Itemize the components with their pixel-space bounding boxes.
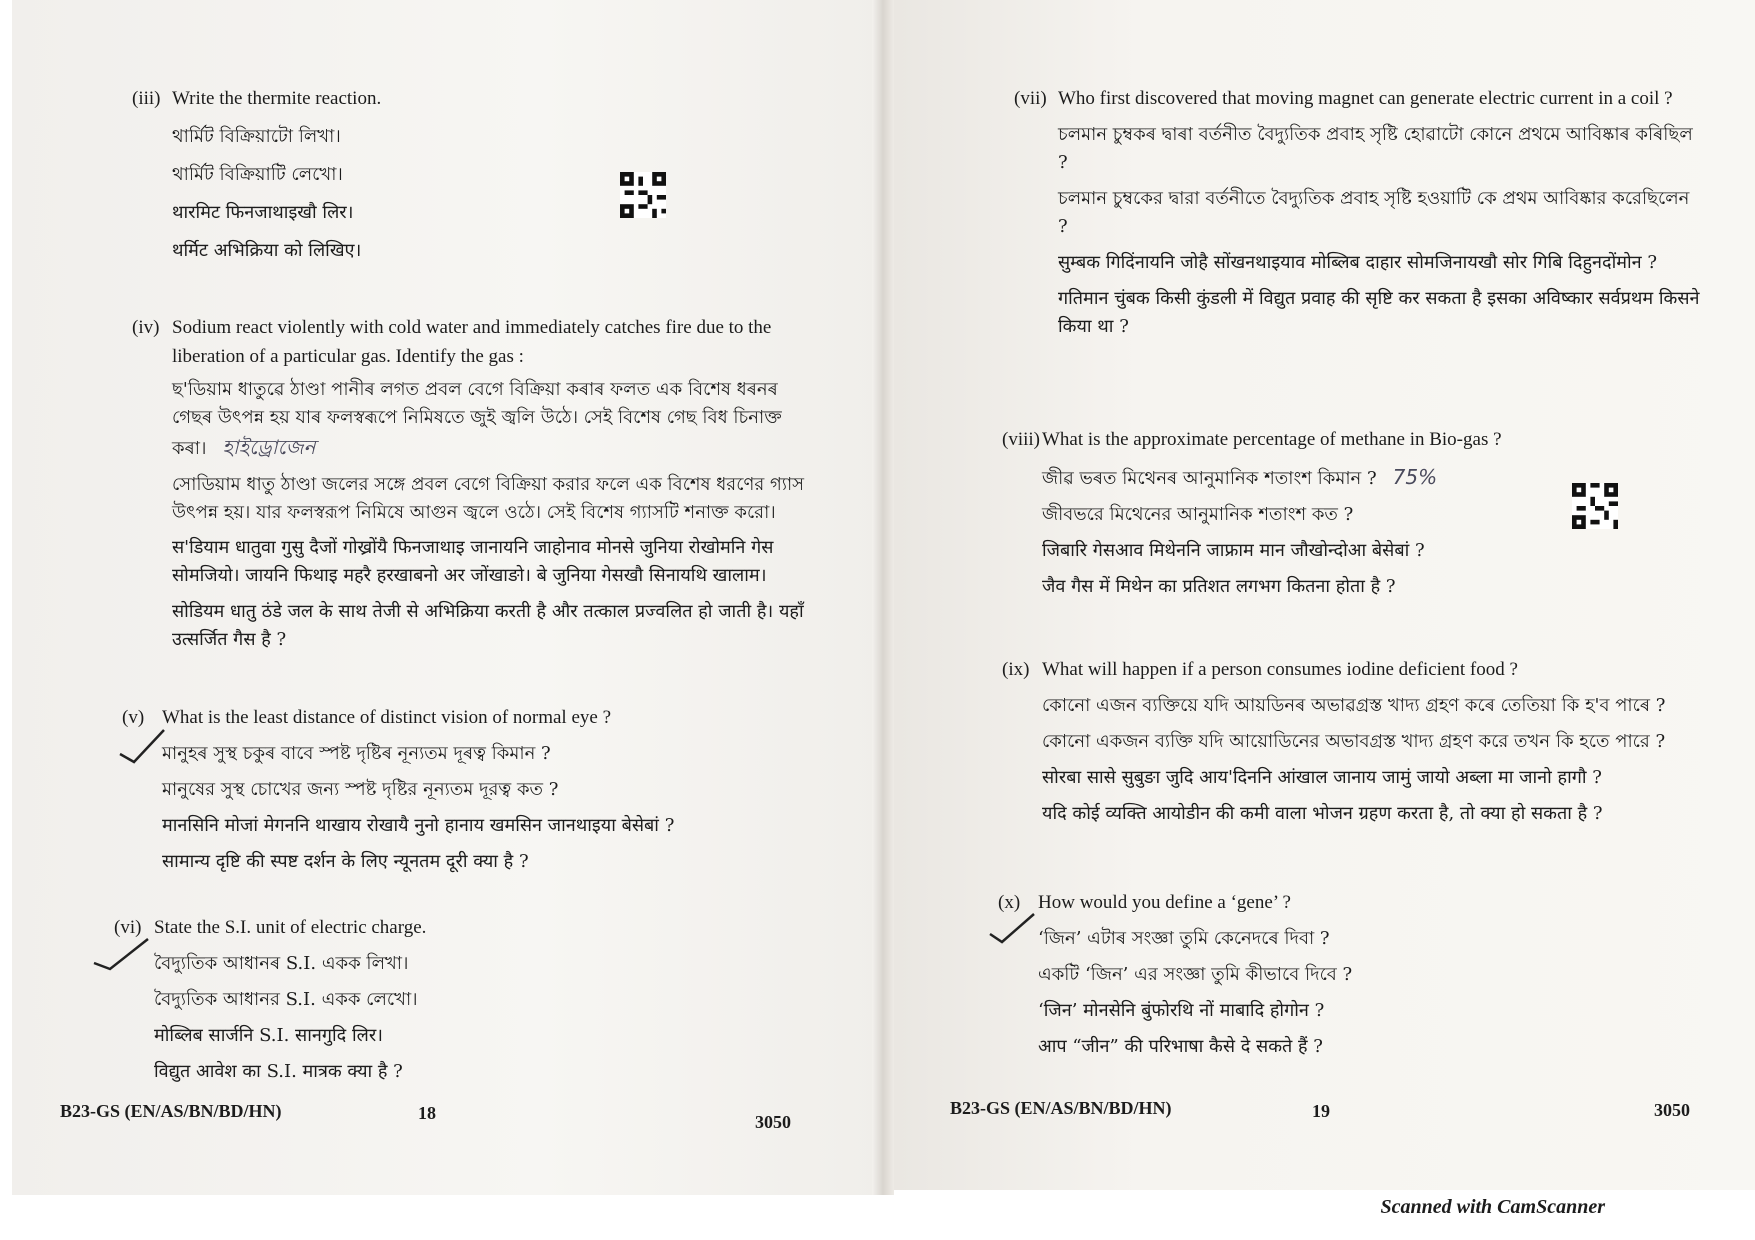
- translation-assamese: ‘জিন’ এটাৰ সংজ্ঞা তুমি কেনেদৰে দিবা ?: [1038, 928, 1330, 950]
- question-number: (ix): [1002, 659, 1030, 680]
- translation-bengali: বৈদ্যুতিক আধানর S.I. একক লেখো।: [154, 989, 418, 1011]
- scanner-watermark: Scanned with CamScanner: [1380, 1196, 1605, 1218]
- qr-code-icon: [1572, 483, 1618, 529]
- qr-code-icon: [620, 172, 666, 218]
- question-number: (vi): [114, 917, 142, 938]
- translation-bengali: জীবভরে মিথেনের আনুমানিক শতাংশ কত ?: [1042, 504, 1354, 526]
- question-text-en: Who first discovered that moving magnet can generate electric current in a coil ?: [1058, 88, 1673, 109]
- translation-bodo: स'डियाम धातुवा गुसु दैजों गोख्रोंयै फिनजाथाइ जानायनि जाहोनाव मोनसे जुनिया रोखोमनि गेस सोमजियो। जायनि फिथाइ महरै हरखाबनो अर जोंखाङो। बे जुनिया गेसखौ सिनायथि खालाम।: [172, 537, 774, 587]
- translation-hindi: सामान्य दृष्टि की स्पष्ट दर्शन के लिए न्यूनतम दूरी क्या है ?: [162, 851, 529, 873]
- question-number: (viii): [1002, 429, 1040, 450]
- translation-hindi: यदि कोई व्यक्ति आयोडीन की कमी वाला भोजन ग्रहण करता है, तो क्या हो सकता है ?: [1042, 803, 1603, 825]
- footer-page-number: 18: [418, 1103, 436, 1123]
- translation-assamese: মানুহৰ সুস্থ চকুৰ বাবে স্পষ্ট দৃষ্টিৰ নূন্যতম দূৰত্ব কিমান ?: [162, 743, 551, 765]
- question-vii: [1014, 84, 1704, 341]
- footer-code: B23-GS (EN/AS/BN/BD/HN): [60, 1101, 282, 1121]
- translation-bengali: সোডিয়াম ধাতু ঠাণ্ডা জলের সঙ্গে প্রবল বেগে বিক্রিয়া করার ফলে এক বিশেষ ধরণের গ্যাস উৎপন্ন হয়। যার ফলস্বরূপ নিমিষে আগুন জ্বলে ওঠে। সেই বিশেষ গ্যাসটি শনাক্ত করো।: [172, 473, 805, 523]
- handwritten-answer: হাইড্ৰোজেন: [222, 434, 316, 459]
- translation-bodo: ‘जिन’ मोनसेनि बुंफोरथि नों माबादि होगोन ?: [1038, 1000, 1325, 1022]
- question-number: (iii): [132, 88, 161, 109]
- footer-code: B23-GS (EN/AS/BN/BD/HN): [950, 1098, 1172, 1118]
- question-text-en: State the S.I. unit of electric charge.: [154, 917, 427, 938]
- footer-serial: 3050: [755, 1112, 791, 1132]
- question-text-en: What is the approximate percentage of methane in Bio-gas ?: [1042, 429, 1502, 450]
- translation-assamese: চলমান চুম্বকৰ দ্বাৰা বৰ্তনীত বৈদ্যুতিক প্ৰবাহ সৃষ্টি হোৱাটো কোনে প্ৰথমে আবিষ্কাৰ কৰিছিল ?: [1058, 124, 1693, 174]
- translation-assamese: বৈদ্যুতিক আধানৰ S.I. একক লিখা।: [154, 953, 409, 975]
- book-gutter: [872, 0, 894, 1195]
- translation-hindi: आप “जीन” की परिभाषा कैसे दे सकते हैं ?: [1038, 1036, 1323, 1058]
- question-text-en: What will happen if a person consumes iodine deficient food ?: [1042, 659, 1518, 680]
- translation-bodo: सुम्बक गिदिंनायनि जोहै सोंखनथाइयाव मोब्लिब दाहार सोमजिनायखौ सोर गिबि दिहुनदोंमोन ?: [1058, 252, 1658, 273]
- translation-bengali: থার্মিট বিক্রিয়াটি লেখো।: [172, 164, 343, 186]
- translation-hindi: सोडियम धातु ठंडे जल के साथ तेजी से अभिक्रिया करती है और तत्काल प्रज्वलित हो जाती है। यहाँ उत्सर्जित गैस है ?: [172, 601, 804, 651]
- translation-bodo: थारमिट फिनजाथाइखौ लिर।: [172, 202, 354, 224]
- question-text-en: Sodium react violently with cold water and immediately catches fire due to the liberation of a particular gas. Identify the gas :: [172, 317, 772, 368]
- translation-assamese: থাৰ্মিট বিক্ৰিয়াটো লিখা।: [172, 126, 341, 148]
- question-vi: [114, 913, 714, 1086]
- question-text-en: How would you define a ‘gene’ ?: [1038, 892, 1291, 913]
- question-text-en: Write the thermite reaction.: [172, 88, 382, 109]
- question-iii: [132, 84, 692, 265]
- translation-bengali: চলমান চুম্বকের দ্বারা বর্তনীতে বৈদ্যুতিক প্রবাহ সৃষ্টি হওয়াটি কে প্রথম আবিষ্কার করেছিলেন ?: [1058, 188, 1690, 238]
- translation-assamese: কোনো এজন ব্যক্তিয়ে যদি আয়ডিনৰ অভাৱগ্ৰস্ত খাদ্য গ্ৰহণ কৰে তেতিয়া কি হ'ব পাৰে ?: [1042, 695, 1666, 717]
- translation-hindi: जैव गैस में मिथेन का प्रतिशत लगभग कितना होता है ?: [1042, 576, 1396, 598]
- translation-bodo: मोब्लिब सार्जनि S.I. सानगुदि लिर।: [154, 1025, 384, 1047]
- question-number: (vii): [1014, 88, 1047, 109]
- handwritten-answer: 75%: [1392, 465, 1438, 490]
- translation-bengali: কোনো একজন ব্যক্তি যদি আয়োডিনের অভাবগ্রস্ত খাদ্য গ্রহণ করে তখন কি হতে পারে ?: [1042, 731, 1666, 753]
- footer-page-number: 19: [1312, 1101, 1330, 1121]
- translation-assamese: জীৱ ভৰত মিথেনৰ আনুমানিক শতাংশ কিমান ? 75%: [1042, 465, 1438, 490]
- translation-bodo: जिबारि गेसआव मिथेननि जाफ्राम मान जौखोन्दोआ बेसेबां ?: [1042, 540, 1425, 562]
- translation-hindi: थर्मिट अभिक्रिया को लिखिए।: [172, 240, 362, 262]
- check-mark-icon: [118, 726, 168, 766]
- footer-serial: 3050: [1654, 1100, 1690, 1120]
- translation-bodo: सोरबा सासे सुबुङा जुदि आय'दिननि आंखाल जानाय जामुं जायो अब्ला मा जानो हागौ ?: [1042, 767, 1602, 789]
- question-ix: [1002, 655, 1702, 828]
- question-viii: [1002, 425, 1602, 601]
- translation-bengali: মানুষের সুস্থ চোখের জন্য স্পষ্ট দৃষ্টির নূন্যতম দূরত্ব কত ?: [162, 779, 559, 801]
- translation-bengali: একটি ‘জিন’ এর সংজ্ঞা তুমি কীভাবে দিবে ?: [1038, 964, 1353, 986]
- translation-hindi: गतिमान चुंबक किसी कुंडली में विद्युत प्रवाह की सृष्टि कर सकता है इसका अविष्कार सर्वप्रथम किसने किया था ?: [1058, 287, 1700, 337]
- question-number: (iv): [132, 317, 160, 338]
- check-mark-icon: [988, 910, 1038, 946]
- question-number: (v): [122, 707, 145, 728]
- question-x: [998, 888, 1598, 1061]
- translation-hindi: विद्युत आवेश का S.I. मात्रक क्या है ?: [154, 1061, 403, 1083]
- check-mark-icon: [92, 933, 152, 973]
- question-v: [122, 703, 722, 876]
- translation-assamese: ছ'ডিয়াম ধাতুৱে ঠাণ্ডা পানীৰ লগত প্ৰবল বেগে বিক্ৰিয়া কৰাৰ ফলত এক বিশেষ ধৰনৰ গেছৰ উৎপন্ন হয় যাৰ ফলস্বৰূপে নিমিষতে জুই জ্বলি উঠে। সেই বিশেষ গেছ বিধ চিনাক্ত কৰা। হাইড্ৰোজেন: [172, 378, 782, 459]
- question-text-en: What is the least distance of distinct vision of normal eye ?: [162, 707, 612, 728]
- translation-bodo: मानसिनि मोजां मेगननि थाखाय रोखायै नुनो हानाय खमसिन जानथाइया बेसेबां ?: [162, 815, 675, 837]
- question-number: (x): [998, 892, 1021, 913]
- question-iv: [132, 313, 812, 654]
